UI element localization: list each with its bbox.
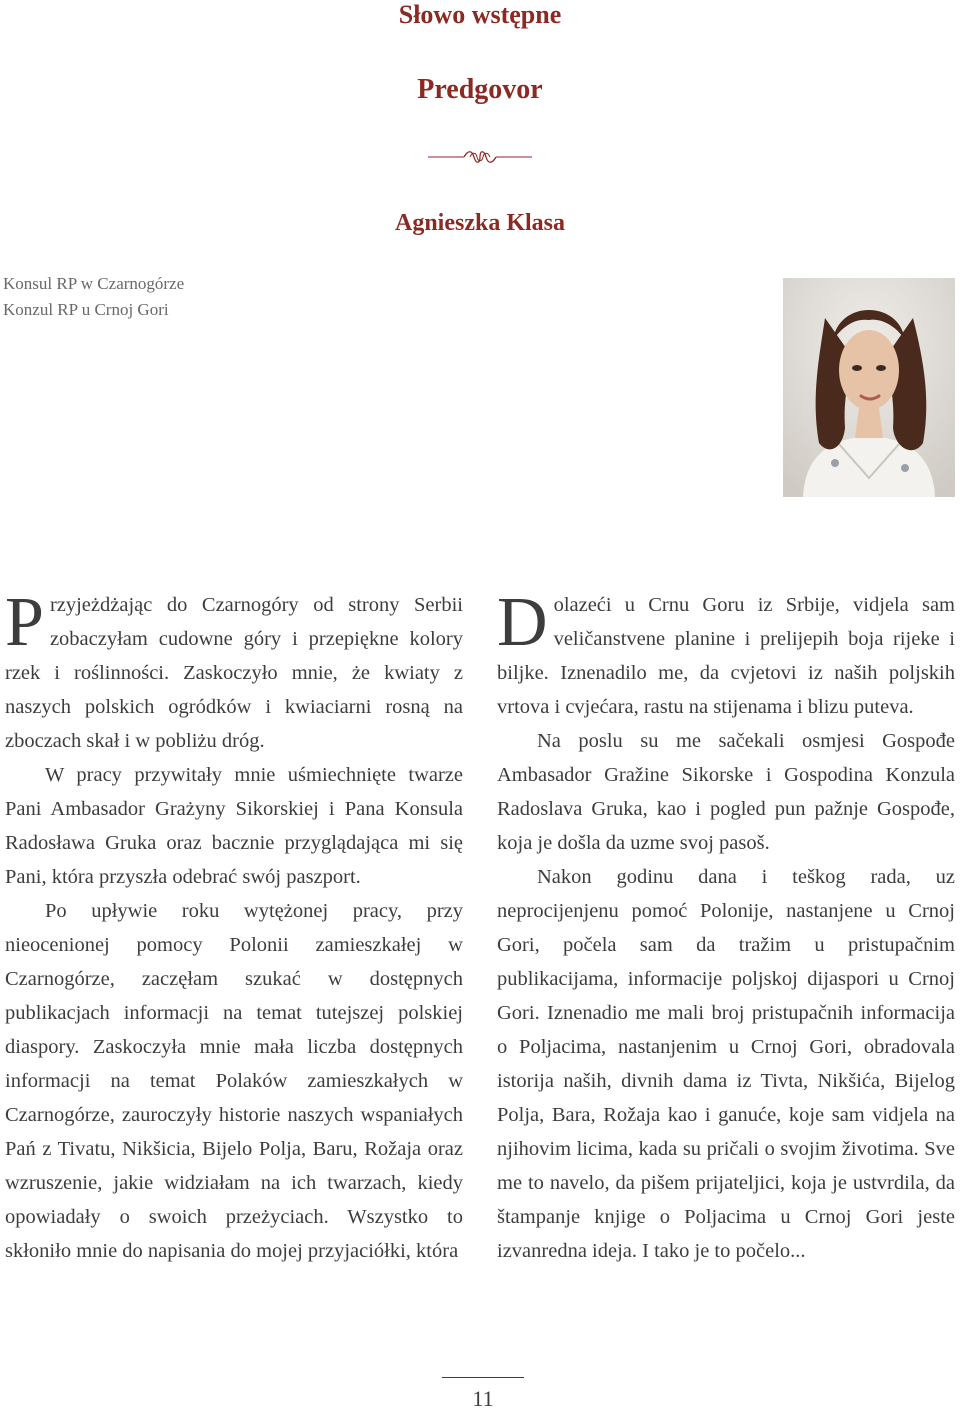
portrait-photo: [783, 278, 955, 497]
serbian-text-column: [497, 584, 955, 1268]
footer-rule: [442, 1377, 524, 1378]
paragraph-text: rzyjeżdżając do Czarnogóry od strony Serbii zobaczyłam cudowne góry i przepiękne kolory rzek i roślinności. Zaskoczyło mnie, że kwiaty z naszych polskich ogródków i kwiaciarni rosną na zboczach skał i w pobliżu dróg.: [5, 594, 463, 752]
page-title-polish: Słowo wstępne: [398, 0, 562, 29]
paragraph-pl-3: Po upływie roku wytężonej pracy, przy nieocenionej pomocy Polonii zamieszkałej w Czarnogórze, zaczęłam szukać w dostępnych publikacjach informacji na temat tutejszej polskiej diaspory. Zaskoczyła mnie mała liczba dostępnych informacji na temat Polaków zamieszkałych w Czarnogórze, zauroczyły historie naszych wspaniałych Pań z Tivatu, Nikšicia, Bijelo Polja, Baru, Rožaja oraz wzruszenie, jakie widziałam na ich twarzach, kiedy opowiadały o swoich przeżyciach. Wszystko to skłoniło mnie do napisania do mojej przyjaciółki, która: [5, 900, 463, 1262]
page-number: 11: [472, 1386, 494, 1411]
paragraph-text: olazeći u Crnu Goru iz Srbije, vidjela sam veličanstvene planine i prelijepih boja rijeke i biljke. Iznenadilo me, da cvjetovi iz naših poljskih vrtova i cvjećara, rastu na stijenama i blizu puteva.: [497, 594, 955, 718]
paragraph-sr-3: Nakon godinu dana i teškog rada, uz neprocijenjenu pomoć Polonije, nastanjene u Crnoj Gori, počela sam da tražim u pristupačnim publikacijama, informacije poljskoj dijaspori u Crnoj Gori. Iznenadio me mali broj pristupačnih informacija o Poljacima, nastanjenim u Crnoj Gori, obradovala istorija naših, divnih dama iz Tivta, Nikšića, Bijelog Polja, Bara, Rožaja kao i ganuće, koje sam vidjela na njihovim licima, kada su pričali o svojim životima. Sve me to navelo, da pišem prijateljici, koja je ustvrdila, da štampanje knjige o Poljacima u Crnoj Gori jeste izvanredna ideja. I tako je to počelo...: [497, 866, 955, 1262]
page-title-serbian: Predgovor: [417, 74, 543, 105]
paragraph-sr-2: Na poslu su me sačekali osmjesi Gospođe Ambasador Gražine Sikorske i Gospodina Konzula Radoslava Gruka, kao i pogled pun pažnje Gospođe, koja je došla da uzme svoj pasoš.: [497, 730, 955, 854]
author-role: [3, 271, 184, 323]
paragraph-pl-2: W pracy przywitały mnie uśmiechnięte twarze Pani Ambasador Grażyny Sikorskiej i Pana Konsula Radosława Gruka oraz bacznie przyglądająca mi się Pani, która przyszła odebrać swój paszport.: [5, 764, 463, 888]
drop-cap: D: [497, 584, 548, 661]
paragraph-sr-1: [497, 584, 955, 724]
paragraph-pl-1: [5, 584, 463, 758]
drop-cap: P: [5, 584, 44, 661]
polish-text-column: [5, 584, 463, 1268]
author-role-serbian: Konzul RP u Crnoj Gori: [3, 300, 169, 319]
author-role-polish: Konsul RP w Czarnogórze: [3, 274, 185, 293]
author-name: Agnieszka Klasa: [394, 210, 565, 236]
flourish-ornament-icon: [428, 147, 532, 167]
author-portrait: [783, 278, 955, 497]
